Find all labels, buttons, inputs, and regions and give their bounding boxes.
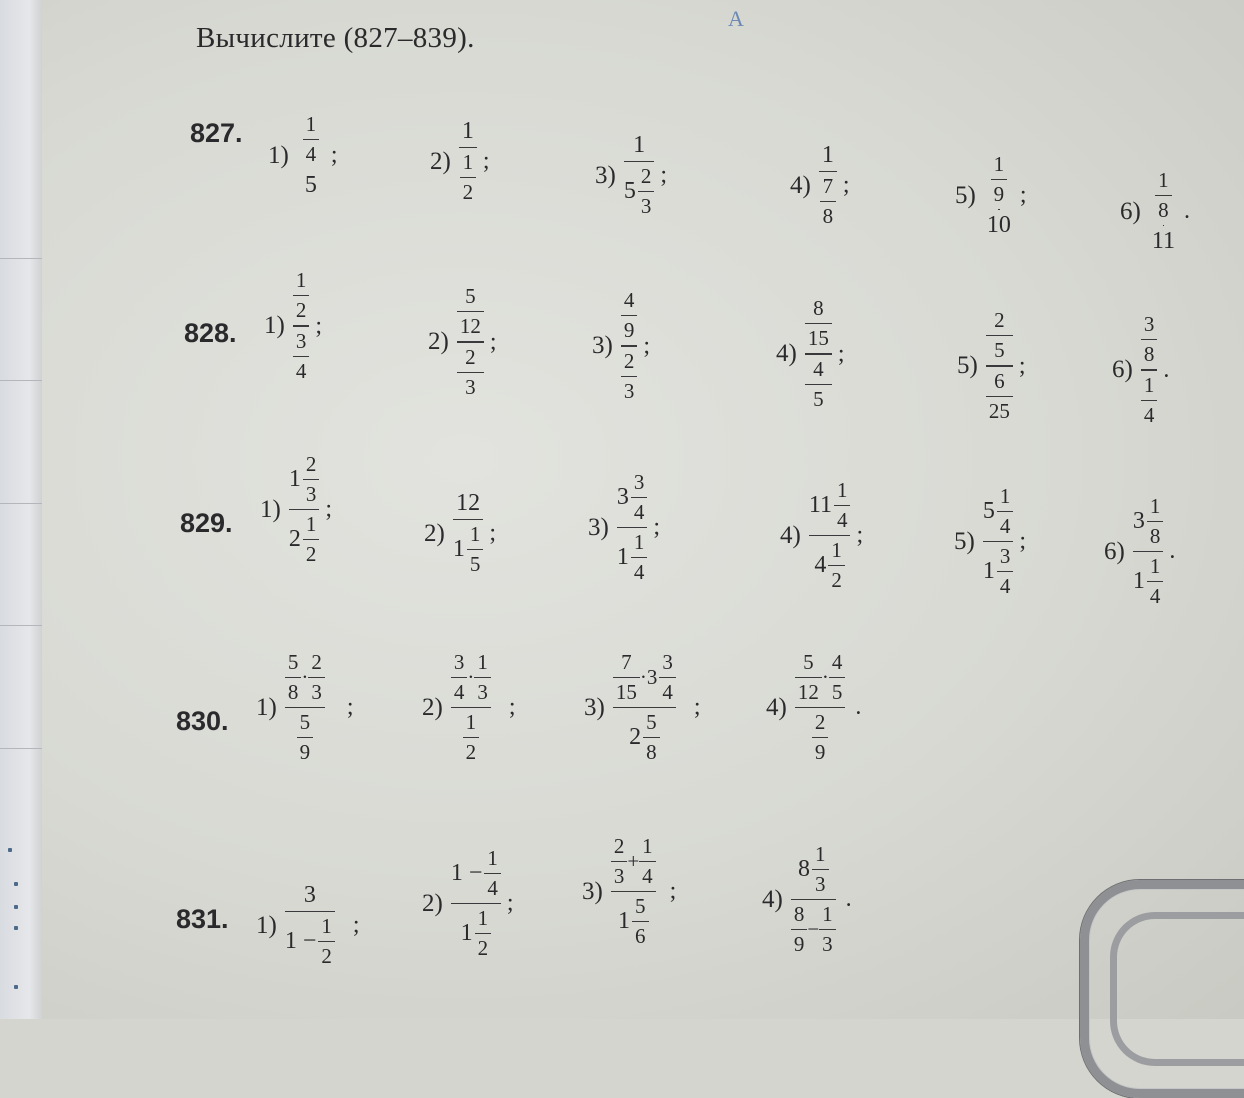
page-title: Вычислите (827–839). [196,22,475,54]
complex-fraction: 1 5 $\frac{2}{3}$ [624,132,655,219]
strip-dot [14,926,18,930]
complex-fraction: $\frac{\frac{1}{8}}{11}$ [1151,168,1175,254]
p827-item-6: 6) $\frac{\frac{1}{8}}{11}$ . [1120,168,1190,254]
strip-rule [0,625,42,626]
p831-item-3: 3) $\frac{2}{3}$ + $\frac{1}{4}$ 1 $\frac{5}{6}$ ; [582,834,677,948]
p828-item-3: 3) 4 9 2 3 ; [592,288,650,403]
complex-fraction: 12 1 $\frac{1}{5}$ [453,490,484,577]
strip-dot [8,848,12,852]
problem-number-831: 831. [176,904,229,934]
strip-dot [14,985,18,989]
p830-item-4: 4) $\frac{5}{12}$ · $\frac{4}{5}$ $\frac{2}{9}$ . [766,650,862,764]
complex-fraction: 5 12 2 3 [457,284,484,400]
complex-fraction: 8 15 4 5 [805,296,832,412]
item-label: 1) [268,141,289,169]
p831-item-4: 4) 8 $\frac{1}{3}$ $\frac{8}{9}$ − $\frac{1}{3}$ . [762,842,852,956]
problem-number-829: 829. [180,508,233,538]
complex-fraction: 1 $\frac{2}{3}$ 2 $\frac{1}{2}$ [289,452,320,567]
p829-item-4: 4) 11 $\frac{1}{4}$ 4 $\frac{1}{2}$ ; [780,478,864,592]
p827-item-4: 4) $\frac{1}{\frac{7}{8}}$ ; [790,142,850,228]
complex-fraction: $\frac{2}{3}$ + $\frac{1}{4}$ 1 $\frac{5}{6}$ [611,834,656,949]
p829-item-1: 1) 1 $\frac{2}{3}$ 2 $\frac{1}{2}$ ; [260,452,332,566]
p827-item-5: 5) $\frac{\frac{1}{9}}{10}$ ; [955,152,1027,238]
complex-fraction: 3 1 − $\frac{1}{2}$ [285,882,335,969]
strip-rule [0,380,42,381]
p831-item-2: 2) 1 − $\frac{1}{4}$ 1 $\frac{1}{2}$ ; [422,846,514,960]
complex-fraction: 1 2 3 4 [293,268,310,384]
p828-item-6: 6) 3 8 1 4 . [1112,312,1170,427]
p830-item-3: 3) $\frac{7}{15}$ · 3 $\frac{3}{4}$ 2 $\frac{5}{8}$ ; [584,650,701,764]
p830-item-1: 1) $\frac{5}{8}$ · $\frac{2}{3}$ $\frac{5}{9}$ ; [256,650,354,764]
complex-fraction: 11 $\frac{1}{4}$ 4 $\frac{1}{2}$ [809,478,851,593]
complex-fraction: $\frac{1}{4}$ 5 [297,112,325,199]
complex-fraction: $\frac{3}{4}$ · $\frac{1}{3}$ $\frac{1}{2}$ [451,650,491,765]
complex-fraction: $\frac{7}{15}$ · 3 $\frac{3}{4}$ 2 $\frac{5}{8}$ [613,650,676,765]
complex-fraction: $\frac{1}{\frac{1}{2}}$ [459,118,477,205]
p828-item-1: 1) 1 2 3 4 ; [264,268,322,383]
strip-dot [14,905,18,909]
p831-item-1: 1) 3 1 − $\frac{1}{2}$ ; [256,882,360,968]
p829-item-6: 6) 3 $\frac{1}{8}$ 1 $\frac{1}{4}$ . [1104,494,1176,608]
strip-dot [14,882,18,886]
p827-item-2: 2) $\frac{1}{\frac{1}{2}}$ ; [430,118,490,204]
p828-item-5: 5) 2 5 6 25 ; [957,308,1026,423]
p829-item-5: 5) 5 $\frac{1}{4}$ 1 $\frac{3}{4}$ ; [954,484,1026,598]
complex-fraction: 5 $\frac{1}{4}$ 1 $\frac{3}{4}$ [983,484,1014,599]
complex-fraction: 2 5 6 25 [986,308,1013,424]
p829-item-2: 2) 12 1 $\frac{1}{5}$ ; [424,490,496,576]
problem-number-827: 827. [190,118,243,148]
p830-item-2: 2) $\frac{3}{4}$ · $\frac{1}{3}$ $\frac{1}{2}$ ; [422,650,516,764]
p829-item-3: 3) 3 $\frac{3}{4}$ 1 $\frac{1}{4}$ ; [588,470,660,584]
p828-item-4: 4) 8 15 4 5 ; [776,296,845,411]
p828-item-2: 2) 5 12 2 3 ; [428,284,497,399]
p827-item-1: 1) $\frac{1}{4}$ 5 ; [268,112,338,198]
complex-fraction: 4 9 2 3 [621,288,638,404]
complex-fraction: $\frac{\frac{1}{9}}{10}$ [986,152,1011,238]
strip-rule [0,503,42,504]
strip-rule [0,748,42,749]
complex-fraction: 3 $\frac{1}{8}$ 1 $\frac{1}{4}$ [1133,494,1164,609]
complex-fraction: 3 8 1 4 [1141,312,1158,428]
p827-item-3: 3) 1 5 $\frac{2}{3}$ ; [595,132,667,218]
paper-clip-inner-loop [1110,912,1244,1066]
strip-rule [0,258,42,259]
complex-fraction: 3 $\frac{3}{4}$ 1 $\frac{1}{4}$ [617,470,648,585]
page-mark: А [728,6,744,31]
complex-fraction: $\frac{1}{\frac{7}{8}}$ [819,142,837,229]
problem-number-828: 828. [184,318,237,348]
left-page-edge [0,0,43,1019]
problem-number-830: 830. [176,706,229,736]
complex-fraction: $\frac{5}{12}$ · $\frac{4}{5}$ $\frac{2}{9}$ [795,650,846,765]
complex-fraction: 8 $\frac{1}{3}$ $\frac{8}{9}$ − $\frac{1}{3}$ [791,842,836,957]
complex-fraction: 1 − $\frac{1}{4}$ 1 $\frac{1}{2}$ [451,846,501,961]
complex-fraction: $\frac{5}{8}$ · $\frac{2}{3}$ $\frac{5}{9}$ [285,650,325,765]
